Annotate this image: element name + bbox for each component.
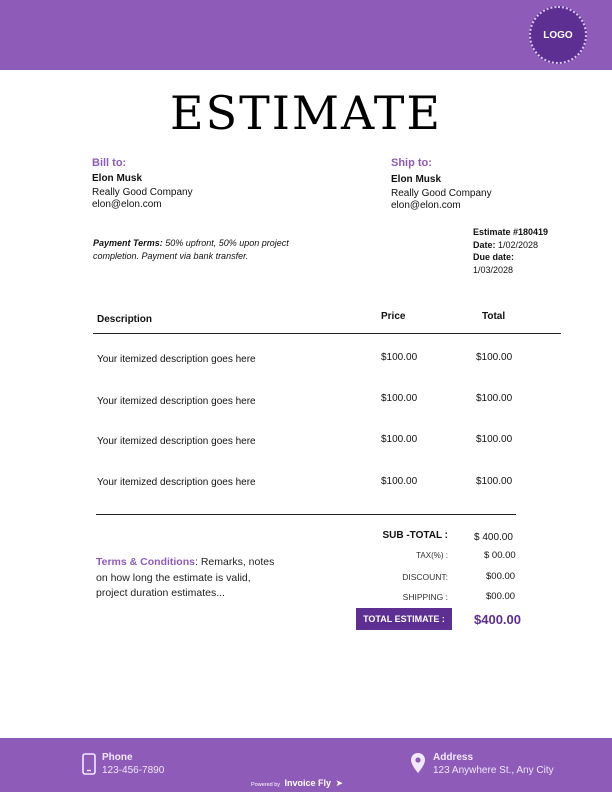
row-description: Your itemized description goes here (97, 477, 256, 488)
subtotal-value: $ 400.00 (474, 532, 513, 543)
header-band (0, 0, 612, 70)
bill-to-email: elon@elon.com (92, 199, 162, 210)
row-description: Your itemized description goes here (97, 396, 256, 407)
phone-value: 123-456-7890 (102, 765, 165, 776)
ship-to-company: Really Good Company (391, 188, 492, 199)
bill-to-name: Elon Musk (92, 173, 143, 184)
row-description: Your itemized description goes here (97, 436, 256, 447)
column-header-price: Price (381, 311, 406, 322)
table-header-divider (93, 333, 561, 334)
payment-terms-text-line2: completion. Payment via bank transfer. (93, 251, 249, 261)
estimate-info (473, 226, 548, 276)
estimate-due-label: Due date: (473, 252, 515, 262)
tax-label: TAX(%) : (416, 551, 448, 560)
terms-conditions (96, 555, 303, 602)
ship-to-label: Ship to: (391, 157, 432, 169)
address-label: Address (433, 752, 474, 763)
shipping-label: SHIPPING : (402, 592, 448, 602)
powered-by-prefix: Powered by (251, 782, 281, 788)
terms-text-line2: on how long the estimate is valid, (96, 571, 251, 584)
payment-terms-text-line1: 50% upfront, 50% upon project (162, 238, 289, 248)
address-value: 123 Anywhere St., Any City (433, 765, 554, 776)
row-total: $100.00 (476, 476, 513, 487)
row-price: $100.00 (381, 476, 418, 487)
ship-to-email: elon@elon.com (391, 200, 461, 211)
estimate-number: Estimate #180419 (473, 227, 549, 237)
discount-value: $00.00 (486, 571, 516, 582)
subtotal-label: SUB -TOTAL : (382, 530, 448, 541)
location-pin-icon (411, 753, 425, 773)
total-estimate-value: $400.00 (474, 612, 521, 627)
column-header-total: Total (482, 311, 506, 322)
paper-plane-icon: ➤ (335, 778, 344, 788)
column-header-description: Description (97, 314, 153, 325)
ship-to-name: Elon Musk (391, 174, 442, 185)
discount-label: DISCOUNT: (402, 572, 448, 582)
estimate-date-label: Date: (473, 239, 496, 250)
terms-conditions-title: Terms & Conditions (96, 556, 195, 568)
terms-text-line3: project duration estimates... (96, 587, 225, 599)
logo: LOGO (529, 6, 587, 64)
row-price: $100.00 (381, 352, 418, 363)
row-total: $100.00 (476, 352, 513, 363)
powered-by-brand: Invoice Fly (284, 778, 332, 788)
payment-terms (93, 237, 363, 263)
row-price: $100.00 (381, 434, 418, 445)
table-bottom-divider (96, 514, 516, 515)
phone-label: Phone (102, 752, 133, 763)
estimate-date-value: 1/02/2028 (495, 239, 539, 250)
row-description: Your itemized description goes here (97, 354, 256, 365)
powered-by (251, 773, 343, 791)
estimate-due-value: 1/03/2028 (473, 264, 514, 275)
page-title: ESTIMATE (169, 86, 442, 140)
row-total: $100.00 (476, 393, 513, 404)
tax-value: $ 00.00 (484, 550, 516, 561)
row-price: $100.00 (381, 393, 418, 404)
bill-to-company: Really Good Company (92, 187, 193, 198)
terms-text-line1: : Remarks, notes (194, 556, 275, 568)
total-estimate-label: TOTAL ESTIMATE : (356, 608, 452, 630)
phone-icon (82, 753, 96, 775)
bill-to-label: Bill to: (92, 157, 127, 169)
payment-terms-label: Payment Terms: (93, 238, 163, 248)
row-total: $100.00 (476, 434, 513, 445)
shipping-value: $00.00 (486, 591, 516, 602)
